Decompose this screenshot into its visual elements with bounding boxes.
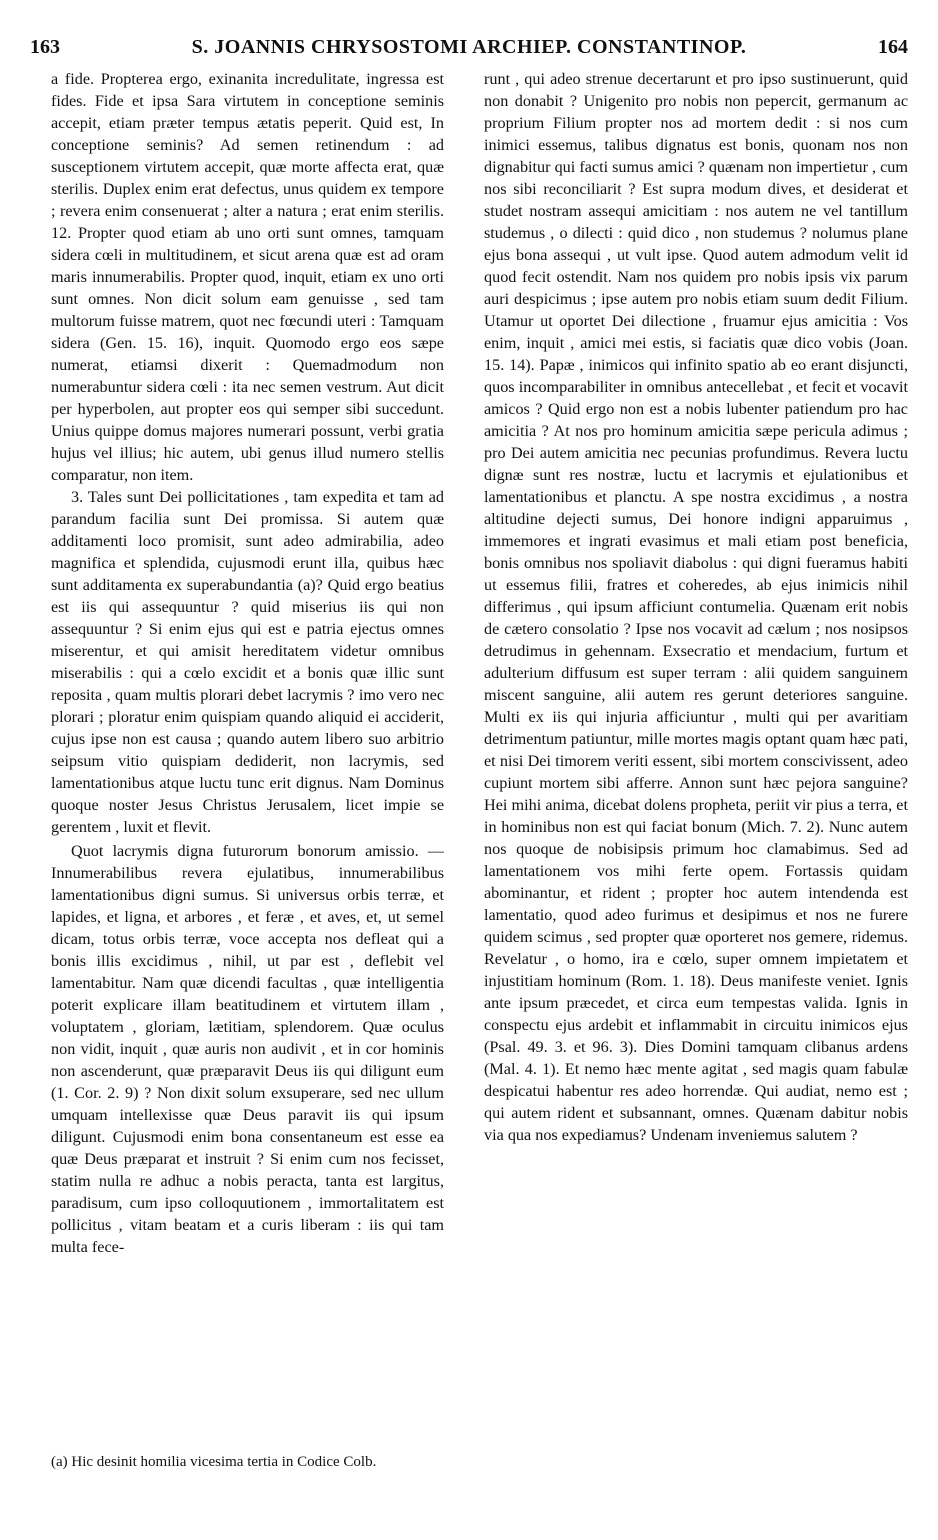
paragraph: 3. Tales sunt Dei pollicitationes , tam expedita et tam ad parandum facilia sunt Dei promissa. Si autem quæ additamenti loco promisit, sunt adeo admirabilia, adeo magnifica et splendida, cujusmodi erunt illa, quibus hæc sunt additamenta ex superabundantia (a)? Quid ergo beatius est iis qui assequuntur ? quid miserius iis qui non assequuntur ? Si enim ejus qui est e patria ejectus omnes miserentur, et qui amisit hereditatem videtur omnibus miserabilis : qui a cœlo excidit et a bonis quæ illic sunt reposita , quam multis plorari debet lacrymis ? imo vero nec plorari ; ploratur enim quispiam quando aliquid ei acciderit, cujus ipse non est causa ; quando autem libero suo arbitrio seipsum vitio quispiam dediderit, non lacrymis, sed lamentationibus atque luctu tunc erit dignus. Nam Dominus quoque noster Jesus Christus Jerusalem, licet impie se gerentem , luxit et flevit. <box>51 488 444 836</box>
running-header <box>30 36 908 66</box>
page-number-right: 164 <box>878 36 908 58</box>
left-column <box>51 68 444 1258</box>
right-column <box>484 68 908 1146</box>
footnote: (a) Hic desinit homilia vicesima tertia in Codice Colb. <box>51 1454 377 1470</box>
running-title: S. JOANNIS CHRYSOSTOMI ARCHIEP. CONSTANTINOP. <box>191 36 747 58</box>
page-number-left: 163 <box>30 36 60 58</box>
paragraph: a fide. Propterea ergo, exinanita incredulitate, ingressa est fides. Fide et ipsa Sara virtutem in conceptione seminis accepit, etiam præter tempus ætatis peperit. Quid est, In conceptione seminis? Ad semen retinendum : ad susceptionem virtutem accepit, quæ morte affecta erat, quæ sterilis. Duplex enim erat defectus, unus quidem ex tempore ; revera enim consenuerat ; alter a natura ; erat enim sterilis. 12. Propter quod etiam ab uno orti sunt omnes, tamquam sidera cœli in multitudinem, et sicut arena quæ est ad oram maris innumerabilis. Propter quod, inquit, etiam ex uno orti sunt omnes. Non dicit solum eam genuisse , sed tam multorum fuisse matrem, quot nec fœcundi uteri : Tamquam sidera (Gen. 15. 16), inquit. Quomodo ergo eos sæpe numerat, etiamsi dixerit : Quemadmodum non numerabuntur sidera cœli : ita nec semen vestrum. Aut dicit per hyperbolen, aut propter eos qui semper sibi succedunt. Unius quippe domus majores numerari possunt, verbi gratia hujus vel illius; hic autem, ubi genus illud numero stellis comparatur, non item. <box>51 70 444 484</box>
paragraph-with-sidehead: Quot lacrymis digna futurorum bonorum amissio. — Innumerabilibus revera ejulatibus, innumerabilibus lamentationibus digni sumus. Si universus orbis terræ, et lapides, et ligna, et arbores , et feræ , et aves, et, ut semel dicam, totus orbis terræ, voce accepta nos defleat qui a bonis illis excidimus , nihil, ut par est , deflebit vel lamentabitur. Nam quæ dicendi facultas , quæ intelligentia poterit explicare illam beatitudinem et virtutem illam , voluptatem , gloriam, lætitiam, splendorem. Quæ oculus non vidit, inquit , quæ auris non audivit , et in cor hominis non ascenderunt, quæ præparavit Deus iis qui diligunt eum (1. Cor. 2. 9) ? Non dixit solum exsuperare, sed nec ullum umquam intellexisse quæ Deus paravit iis qui ipsum diligunt. Cujusmodi enim bona consentaneum est esse ea quæ Deus præparat et instruit ? Si enim cum nos fecisset, statim nulla re adhuc a nobis peracta, tanta est largitus, paradisum, cum ipso colloquutionem , immortalitatem est pollicitus , vitam beatam et a curis liberam : iis qui tam multa fece- <box>51 842 444 1256</box>
paragraph: runt , qui adeo strenue decertarunt et pro ipso sustinuerunt, quid non donabit ? Unigenito pro nobis non pepercit, germanum ac proprium Filium propter nos ad mortem dedit : si nos cum inimici essemus, talibus dignatus est bonis, quonam nos non dignabitur qui facti sumus amici ? quænam non impertietur , cum nos sibi reconciliarit ? Est supra modum dives, et desiderat et studet nostram assequi amicitiam : nos autem ne vel tantillum studemus , o dilecti : quid dico , non studemus ? nolumus plane ejus bona assequi , ut vult ipse. Quod autem admodum velit id quod fecit ostendit. Nam nos quidem pro nobis ipsis vix parum auri despicimus ; ipse autem pro nobis etiam suum dedit Filium. Utamur ut oportet Dei dilectione , fruamur ejus amicitia : Vos enim, inquit , amici mei estis, si faciatis quæ dico vobis (Joan. 15. 14). Papæ , inimicos qui infinito spatio ab eo erant disjuncti, quos incomparabiliter in omnibus antecellebat , et fecit et vocavit amicos ? Quid ergo non est a nobis lubenter patiendum pro hac amicitia ? At nos pro hominum amicitia sæpe pericula adimus ; pro Dei autem amicitia nec pecunias profundimus. Revera luctu dignæ sunt res nostræ, luctu et lacrymis et ejulationibus et lamentationibus et planctu. A spe nostra excidimus , a nostra altitudine dejecti sumus, Dei honore indigni apparuimus , immemores et ingrati evasimus et mali etiam post beneficia, bonis omnibus nos spoliavit diabolus : qui digni fueramus habiti ut essemus filii, fratres et coheredes, ab ejus inimicis nihil differimus , qui ipsum afficiunt contumelia. Quænam erit nobis de cætero consolatio ? Ipse nos vocavit ad cælum ; nos nosipsos detrudimus in gehennam. Exsecratio et mendacium, furtum et adulterium diffusum est super terram : alii quidem sanguinem miscent sanguine, alii autem res gerunt deteriores sanguine. Multi ex iis qui injuria afficiuntur , multi qui per avaritiam detrimentum patiuntur, mille mortes magis optant quam hæc pati, et nisi Dei timorem veriti essent, sibi mortem conscivissent, adeo cupiunt mortem sibi afferre. Annon sunt hæc pejora sanguine? Hei mihi anima, dicebat dolens propheta, periit vir pius a terra, et in hominibus non est qui faciat bonum (Mich. 7. 2). Nunc autem nos quoque de nobisipsis primum hoc clamabimus. Sed ad lamentationem vos mihi ferte opem. Fortassis quidam abominantur, et rident ; propter hoc autem intendenda est lamentatio, quod adeo furimus et desipimus et nos ne furere quidem scimus , sed propter quæ oporteret nos gemere, ridemus. Revelatur , o homo, ira e cœlo, super omnem impietatem et injustitiam hominum (Rom. 1. 18). Deus manifeste veniet. Ignis ante ipsum præcedet, et circa eum tempestas valida. Ignis in conspectu ejus ardebit et inflammabit in circuitu inimicos ejus (Psal. 49. 3. et 96. 3). Dies Domini tamquam clibanus ardens (Mal. 4. 1). Et nemo hæc mente agitat , sed magis quam fabulæ despicatui habentur res adeo horrendæ. Qui audiat, nemo est ; qui autem rident et subsannant, omnes. Quænam dabitur nobis via qua nos expediamus? Undenam inveniemus salutem ? <box>484 70 908 1144</box>
